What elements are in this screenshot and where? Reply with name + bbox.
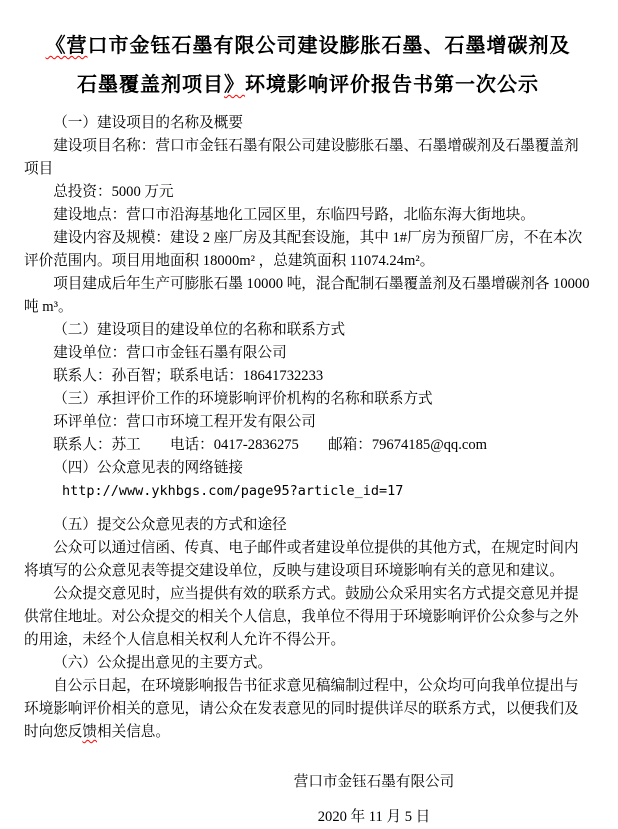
construction-unit-line: 建设单位：营口市金钰石墨有限公司 — [53, 345, 287, 361]
signature-date: 2020 年 11 月 5 日 — [317, 809, 431, 825]
comment-form-link-line — [24, 480, 592, 503]
title-line-1 — [24, 26, 592, 65]
section-3-heading: （三）承担评价工作的环境影响评价机构的名称和联系方式 — [53, 391, 433, 407]
eia-unit-line: 环评单位：营口市环境工程开发有限公司 — [53, 414, 316, 430]
spellcheck-marked-title-start: 《营 — [45, 33, 88, 57]
construction-unit-contact-line: 联系人：孙百智；联系电话：18641732233 — [53, 368, 324, 384]
section-5-heading: （五）提交公众意见表的方式和途径 — [53, 517, 287, 533]
section-1-heading: （一）建设项目的名称及概要 — [53, 115, 243, 131]
construction-site-line: 建设地点：营口市沿海基地化工园区里，东临四号路，北临东海大街地块。 — [53, 207, 535, 223]
spellcheck-marked-title-bracket: 》 — [224, 72, 245, 96]
construction-scale-line: 建设内容及规模：建设 2 座厂房及其配套设施，其中 1#厂房为预留厂房，不在本次评价范围内。项目用地面积 18000m² ，总建筑面积 11074.24m²。 — [24, 230, 583, 269]
opinion-feedback-paragraph — [24, 675, 592, 744]
document-title — [24, 26, 592, 104]
title-line-2-text-a: 石墨覆盖剂项目 — [77, 72, 224, 96]
title-line-1-text: 口市金钰石墨有限公司建设膨胀石墨、石墨增碳剂及 — [87, 33, 571, 57]
title-line-2 — [24, 65, 592, 104]
section-4-heading: （四）公众意见表的网络链接 — [53, 460, 243, 476]
section-6-heading: （六）公众提出意见的主要方式。 — [53, 655, 273, 671]
spellcheck-marked-body-char: 馈 — [82, 724, 97, 740]
project-name-line: 建设项目名称：营口市金钰石墨有限公司建设膨胀石墨、石墨增碳剂及石墨覆盖剂项目 — [24, 138, 579, 177]
signature-company: 营口市金钰石墨有限公司 — [293, 774, 455, 790]
opinion-feedback-text-b: 相关信息。 — [97, 724, 170, 740]
signature-block — [156, 771, 592, 829]
submission-methods-paragraph-1: 公众可以通过信函、传真、电子邮件或者建设单位提供的其他方式，在规定时间内将填写的公众意见表等提交建设单位，反映与建设项目环境影响有关的意见和建议。 — [24, 540, 579, 579]
opinion-feedback-text-a: 自公示日起，在环境影响报告书征求意见稿编制过程中，公众均可向我单位提出与环境影响评价相关的意见，请公众在发表意见的同时提供详尽的联系方式，以便我们及时向您反 — [24, 678, 579, 740]
public-comment-link[interactable]: http://www.ykhbgs.com/page95?article_id=17 — [62, 483, 404, 499]
section-2-heading: （二）建设项目的建设单位的名称和联系方式 — [53, 322, 346, 338]
production-capacity-line: 项目建成后年生产可膨胀石墨 10000 吨，混合配制石墨覆盖剂及石墨增碳剂各 10000 吨 m³。 — [24, 276, 590, 315]
eia-unit-contact-line: 联系人：苏工 电话：0417-2836275 邮箱：79674185@qq.com — [53, 437, 487, 453]
submission-methods-paragraph-2: 公众提交意见时，应当提供有效的联系方式。鼓励公众采用实名方式提交意见并提供常住地址。对公众提交的相关个人信息，我单位不得用于环境影响评价公众参与之外的用途，未经个人信息相关权利人允许不得公开。 — [24, 586, 579, 648]
title-line-2-text-b: 环境影响评价报告书第一次公示 — [245, 72, 539, 96]
total-investment-line: 总投资：5000 万元 — [53, 184, 174, 200]
